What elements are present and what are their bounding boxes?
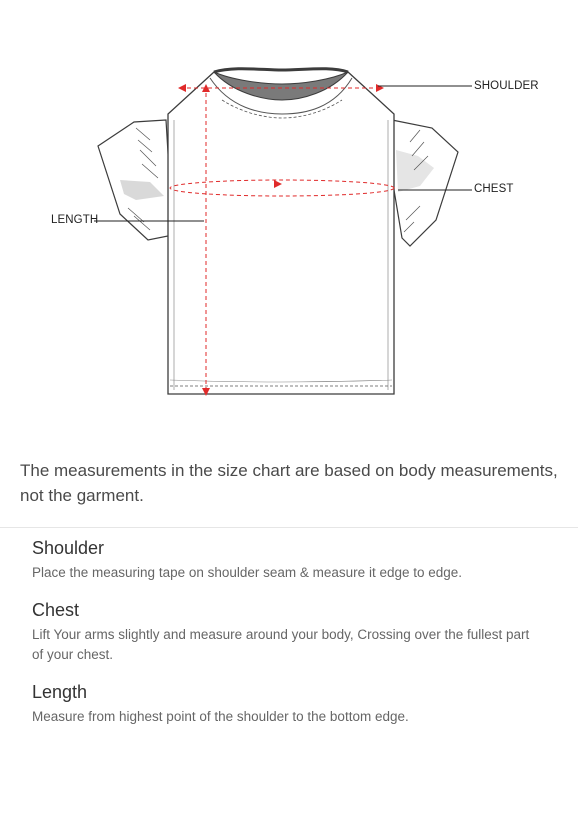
length-instructions: Measure from highest point of the shoulder to the bottom edge.: [32, 709, 409, 724]
chest-instructions: Lift Your arms slightly and measure around your body, Crossing over the fullest part of your chest.: [32, 627, 530, 662]
shoulder-heading: Shoulder: [32, 538, 105, 558]
shoulder-instructions: Place the measuring tape on shoulder seam & measure it edge to edge.: [32, 565, 463, 580]
length-section: [32, 681, 532, 727]
shoulder-callout-label: SHOULDER: [474, 80, 539, 92]
chest-heading: Chest: [32, 600, 80, 620]
back-collar: [214, 69, 348, 72]
shoulder-section: [32, 537, 532, 583]
tshirt-body: [168, 72, 394, 394]
length-heading: Length: [32, 682, 88, 702]
length-callout-label: LENGTH: [51, 214, 99, 226]
left-sleeve: [98, 120, 172, 240]
chest-callout-label: CHEST: [474, 183, 514, 195]
section-divider: [0, 527, 578, 528]
size-chart-note: The measurements in the size chart are based on body measurements, not the garment.: [20, 461, 558, 505]
chest-section: [32, 599, 532, 664]
